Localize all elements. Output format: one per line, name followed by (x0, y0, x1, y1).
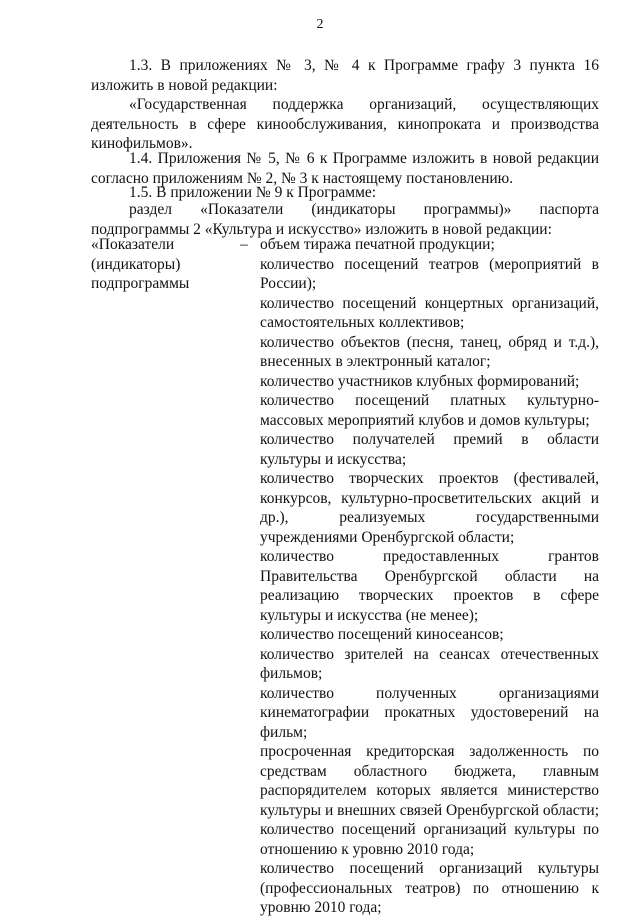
paragraph-1-5: 1.5. В приложении № 9 к Программе: (129, 184, 377, 201)
paragraph-quote: «Государственная поддержка организаций, осуществляющих деятельность в сфере кинообслуживания, кинопроката и производства кинофильмов». (91, 96, 599, 153)
indicator-item: количество участников клубных формирований; (260, 372, 580, 390)
paragraph-1-3: 1.3. В приложениях № 3, № 4 к Программе графу 3 пункта 16 изложить в новой редакции: (91, 57, 599, 94)
indicator-item: объем тиража печатной продукции; (260, 236, 495, 253)
page-number: 2 (316, 17, 324, 32)
indicators-dash: – (240, 236, 248, 253)
indicator-item: количество посещений платных культурно-массовых мероприятий клубов и домов культуры; (260, 392, 599, 429)
indicator-item: количество творческих проектов (фестивалей, конкурсов, культурно-просветительских акций и др.), реализуемых государственными учреждениями Оренбургской области; (260, 470, 599, 546)
indicator-item: количество полученных организациями кинематографии прокатных удостоверений на фильм; (260, 684, 599, 741)
indicator-item: количество посещений концертных организаций, самостоятельных коллективов; (260, 294, 599, 331)
indicator-item: количество посещений киносеансов; (260, 626, 504, 643)
indicators-label: «Показатели (индикаторы) подпрограммы (91, 236, 190, 293)
indicator-item: количество посещений организаций культуры по отношению к уровню 2010 года; (260, 821, 599, 858)
indicator-item: просроченная кредиторская задолженность по средствам областного бюджета, главным распорядителем которых является министерство культуры и внешних связей Оренбургской области; (260, 743, 599, 819)
indicator-item: количество посещений организаций культуры (профессиональных театров) по отношению к уровню 2010 года; (260, 860, 599, 916)
indicators-list (260, 235, 599, 918)
indicator-item: количество предоставленных грантов Правительства Оренбургской области на реализацию творческих проектов в сфере культуры и искусства (не менее); (260, 548, 599, 624)
indicator-item: количество зрителей на сеансах отечественных фильмов; (260, 645, 599, 682)
indicator-item: количество получателей премий в области культуры и искусства; (260, 431, 599, 468)
indicator-item: количество посещений театров (мероприятий в России); (260, 255, 599, 292)
paragraph-1-4: 1.4. Приложения № 5, № 6 к Программе изложить в новой редакции согласно приложениям № 2, № 3 к настоящему постановлению. (91, 150, 599, 187)
paragraph-section: раздел «Показатели (индикаторы программы)» паспорта подпрограммы 2 «Культура и искусство» изложить в новой редакции: (91, 201, 599, 238)
indicator-item: количество объектов (песня, танец, обряд и т.д.), внесенных в электронный каталог; (260, 333, 599, 370)
